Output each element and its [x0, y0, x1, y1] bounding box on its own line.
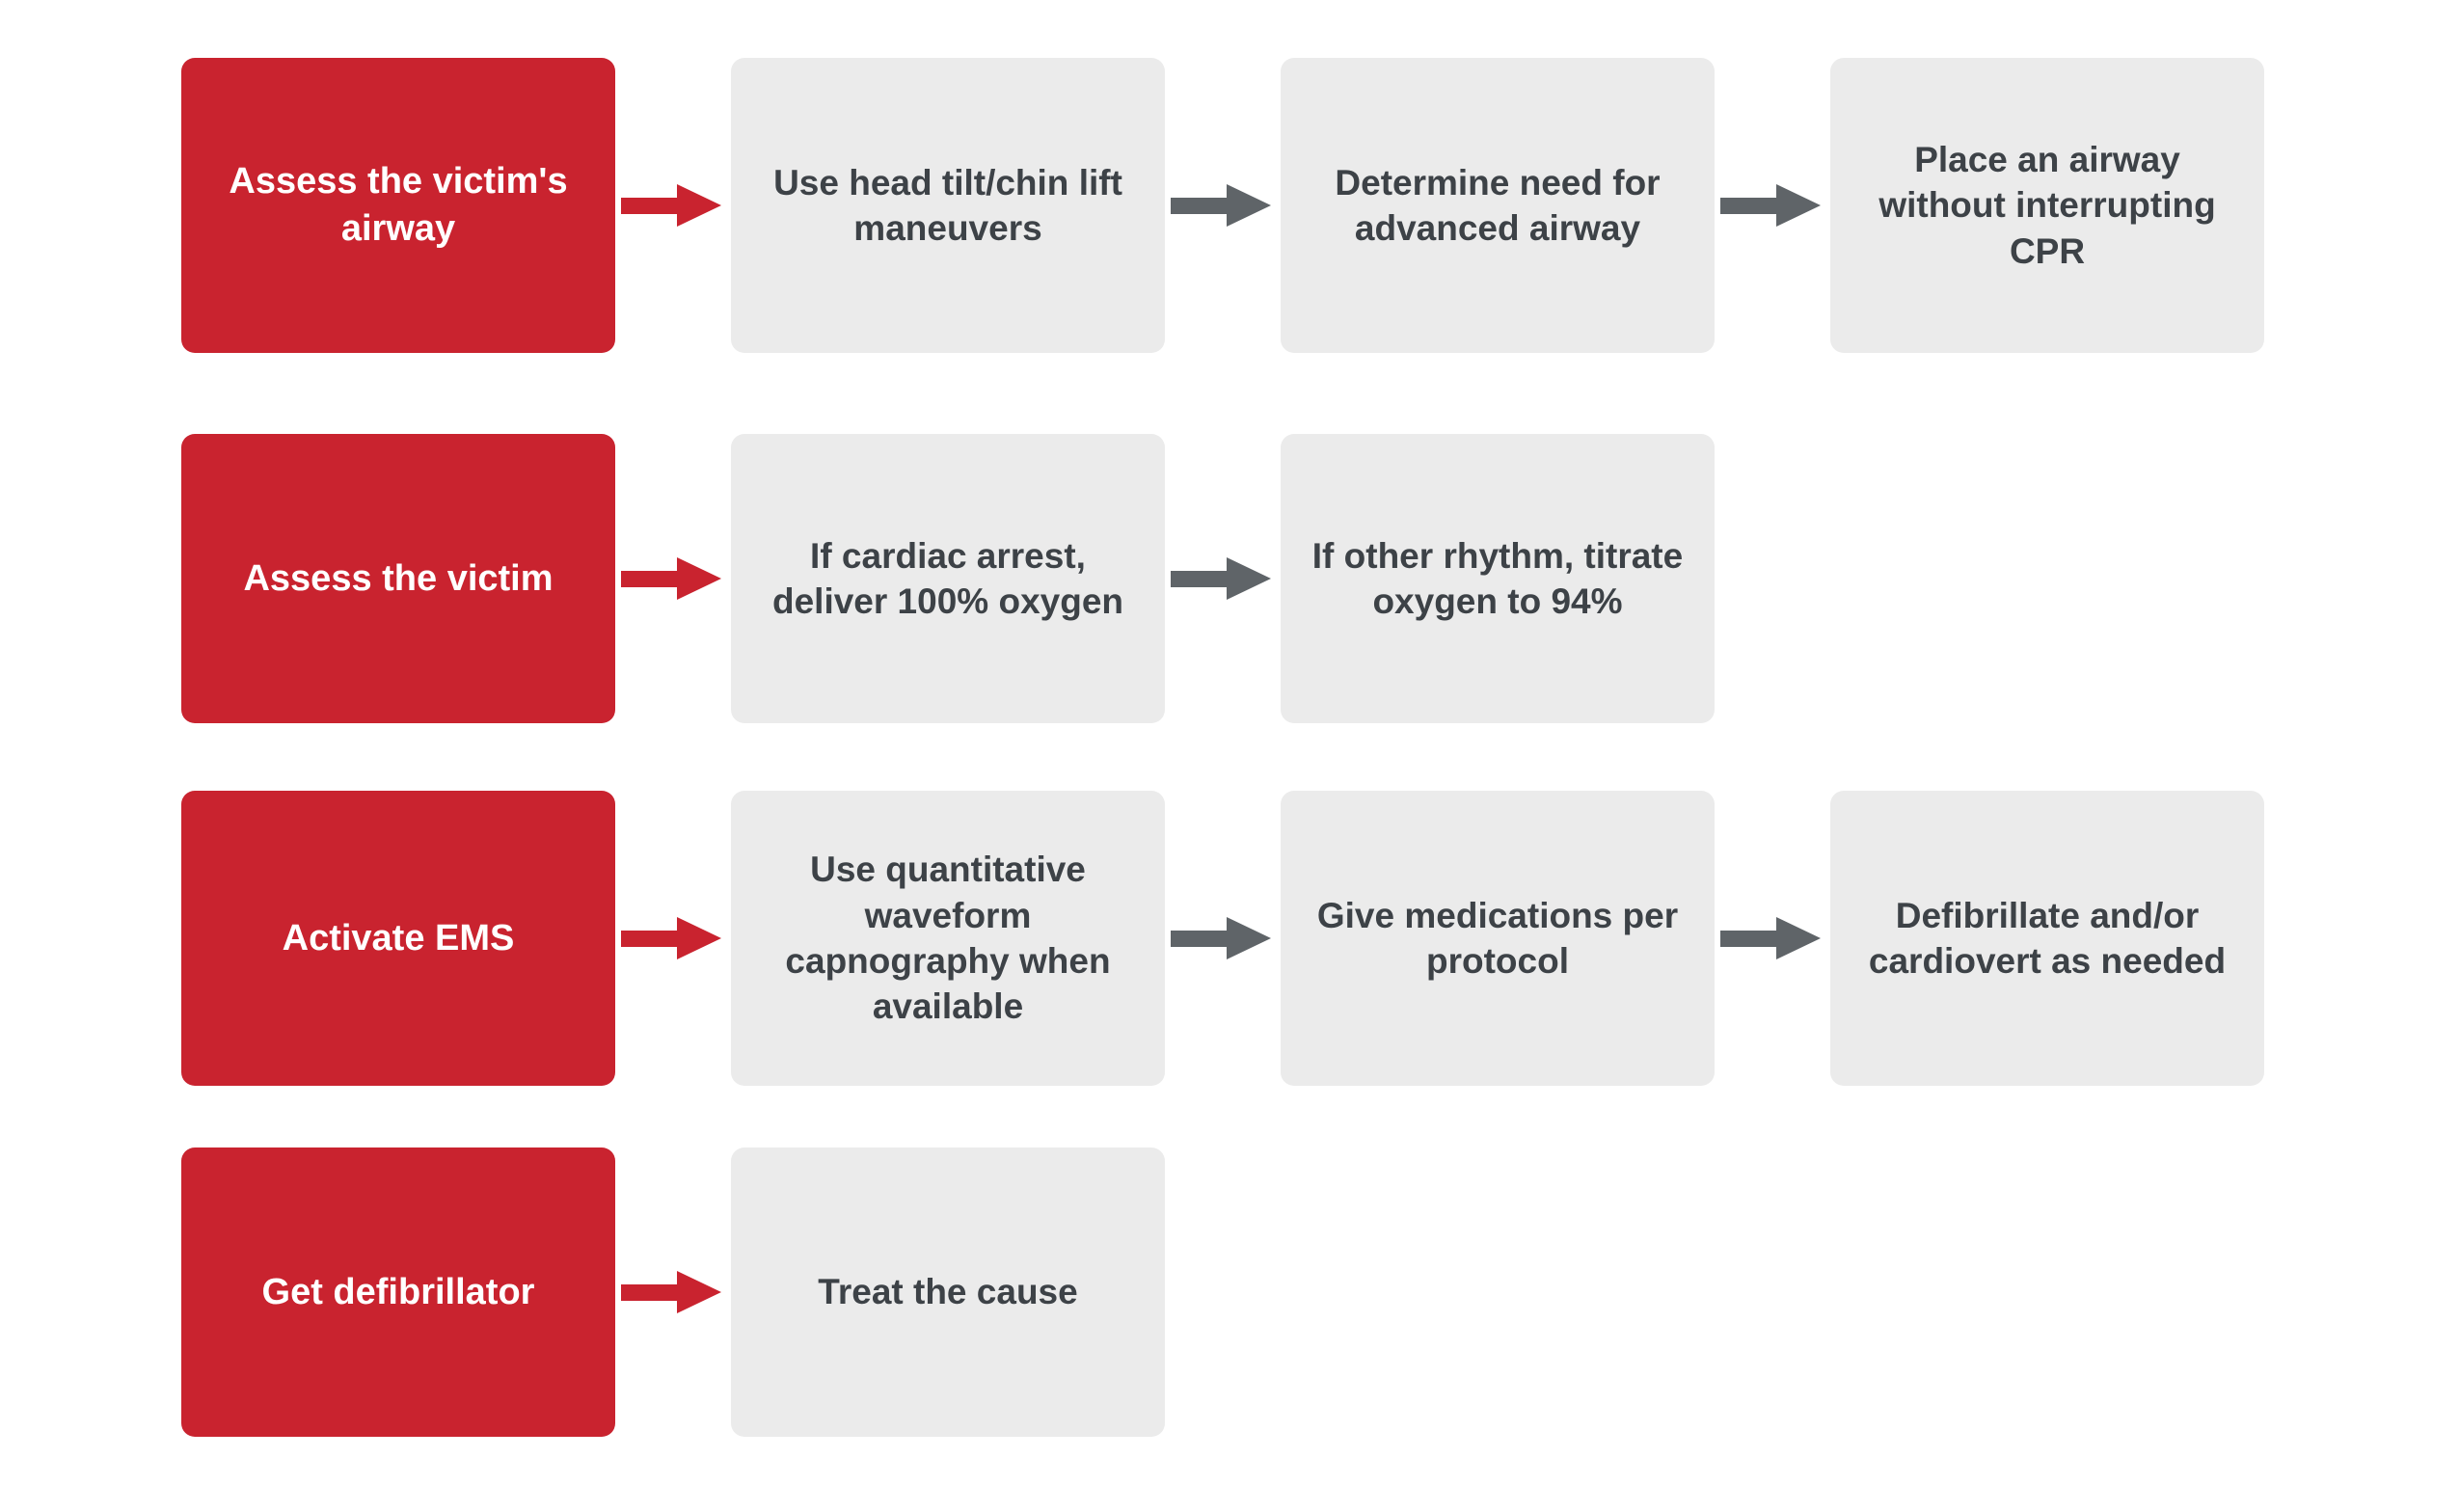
arrow-connector-red: [615, 176, 731, 234]
arrow-icon: [621, 554, 725, 604]
arrow-connector-gray: [1715, 909, 1830, 967]
arrow-icon: [621, 913, 725, 963]
arrow-connector-gray: [1715, 176, 1830, 234]
arrow-connector-red: [615, 1263, 731, 1321]
arrow-icon: [1171, 180, 1275, 230]
flow-node-step[interactable]: Use quantitative waveform capnography when available: [731, 791, 1165, 1086]
arrow-connector-gray: [1165, 176, 1281, 234]
flow-node-step[interactable]: Give medications per protocol: [1281, 791, 1715, 1086]
arrow-icon: [1720, 913, 1824, 963]
arrow-connector-red: [615, 909, 731, 967]
arrow-icon: [1171, 913, 1275, 963]
flow-row: [181, 791, 2264, 1086]
flow-node-step[interactable]: If cardiac arrest, deliver 100% oxygen: [731, 434, 1165, 723]
flow-node-primary[interactable]: Assess the victim's airway: [181, 58, 615, 353]
flow-node-step[interactable]: Place an airway without interrupting CPR: [1830, 58, 2264, 353]
arrow-icon: [1171, 554, 1275, 604]
flow-node-step[interactable]: Determine need for advanced airway: [1281, 58, 1715, 353]
flow-node-primary[interactable]: Get defibrillator: [181, 1148, 615, 1437]
flow-row: [181, 434, 1715, 723]
arrow-connector-gray: [1165, 909, 1281, 967]
flow-node-primary[interactable]: Assess the victim: [181, 434, 615, 723]
flow-node-step[interactable]: Use head tilt/chin lift maneuvers: [731, 58, 1165, 353]
flow-node-step[interactable]: Defibrillate and/or cardiovert as needed: [1830, 791, 2264, 1086]
arrow-connector-red: [615, 550, 731, 608]
arrow-icon: [1720, 180, 1824, 230]
flow-node-step[interactable]: If other rhythm, titrate oxygen to 94%: [1281, 434, 1715, 723]
arrow-connector-gray: [1165, 550, 1281, 608]
flow-node-primary[interactable]: Activate EMS: [181, 791, 615, 1086]
flow-node-step[interactable]: Treat the cause: [731, 1148, 1165, 1437]
flow-row: [181, 1148, 1165, 1437]
arrow-icon: [621, 180, 725, 230]
arrow-icon: [621, 1267, 725, 1317]
flow-row: [181, 58, 2264, 353]
